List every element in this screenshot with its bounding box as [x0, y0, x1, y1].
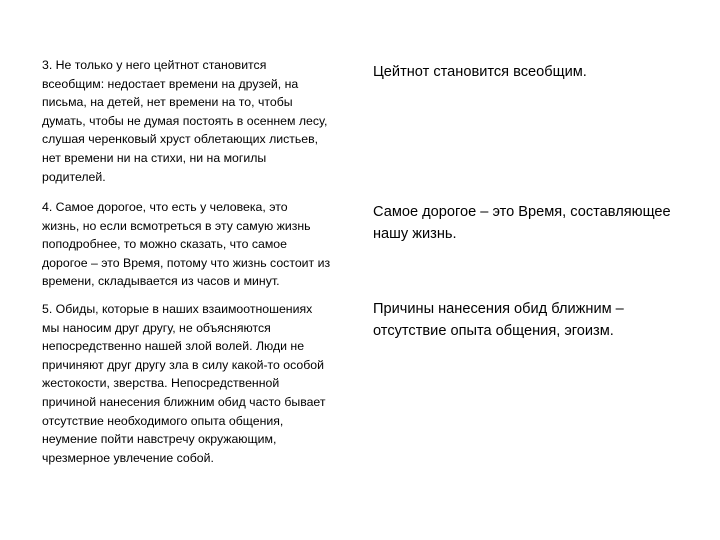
- summary-5: Причины нанесения обид ближним – отсутствие опыта общения, эгоизм.: [373, 301, 624, 339]
- summary-3: Цейтнот становится всеобщим.: [373, 64, 587, 80]
- summary-4: Самое дорогое – это Время, составляющее нашу жизнь.: [373, 204, 671, 242]
- source-paragraph-3: 3. Не только у него цейтнот становится всеобщим: недостает времени на друзей, на письма, на детей, нет времени на то, чтобы думать, чтобы не думая постоять в осеннем лесу, слушая черенковый хруст облетающих листьев, нет времени ни на стихи, ни на могилы родителей.: [42, 58, 328, 184]
- source-paragraph-5: 5. Обиды, которые в наших взаимоотношениях мы наносим друг другу, не объясняются непосредственно нашей злой волей. Люди не причиняют друг другу зла в силу какой-то особой жестокости, зверства. Непосредственной причиной нанесения ближним обид часто бывает отсутствие необходимого опыта общения, неумение пойти навстречу окружающим, чрезмерное увлечение собой.: [42, 302, 326, 465]
- source-paragraph-4: 4. Самое дорогое, что есть у человека, это жизнь, но если всмотреться в эту самую жизнь поподробнее, то можно сказать, что самое дорогое – это Время, потому что жизнь состоит из времени, складывается из часов и минут.: [42, 200, 331, 289]
